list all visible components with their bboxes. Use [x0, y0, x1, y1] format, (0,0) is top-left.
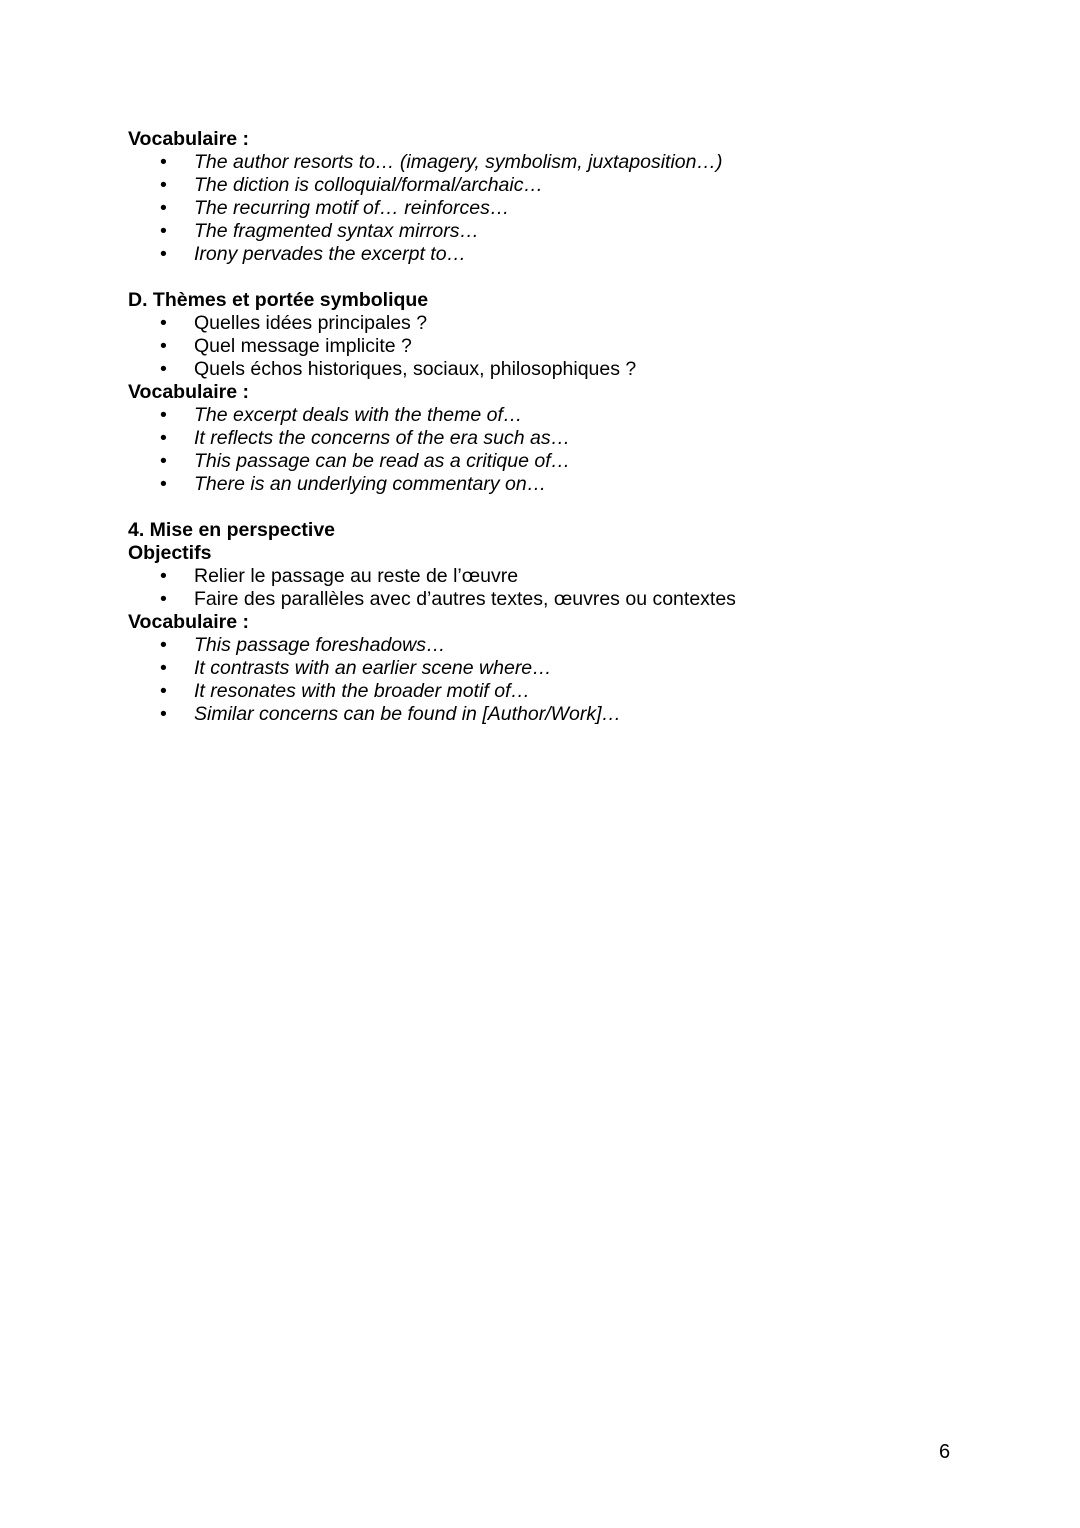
objectives-list [128, 565, 988, 611]
list-item: • This passage can be read as a critique of… [128, 450, 988, 473]
vocab-heading: Vocabulaire : [128, 381, 250, 403]
list-item: • It contrasts with an earlier scene where… [128, 657, 988, 680]
spacer [128, 266, 988, 289]
list-item: • This passage foreshadows… [128, 634, 988, 657]
vocab-list [128, 634, 988, 726]
section-heading: 4. Mise en perspective [128, 519, 336, 541]
list-item: • Faire des parallèles avec d’autres textes, œuvres ou contextes [128, 588, 988, 611]
vocab-list [128, 151, 988, 266]
list-item: • The fragmented syntax mirrors… [128, 220, 988, 243]
list-item: • The excerpt deals with the theme of… [128, 404, 988, 427]
document-body [128, 128, 988, 726]
question-list [128, 312, 988, 381]
list-item: • It resonates with the broader motif of… [128, 680, 988, 703]
list-item: • The recurring motif of… reinforces… [128, 197, 988, 220]
list-item: • There is an underlying commentary on… [128, 473, 988, 496]
vocab-heading: Vocabulaire : [128, 128, 250, 150]
list-item: • Quelles idées principales ? [128, 312, 988, 335]
list-item: • It reflects the concerns of the era such as… [128, 427, 988, 450]
list-item: • The diction is colloquial/formal/archaic… [128, 174, 988, 197]
list-item: • Irony pervades the excerpt to… [128, 243, 988, 266]
list-item: • The author resorts to… (imagery, symbolism, juxtaposition…) [128, 151, 988, 174]
list-item: • Quels échos historiques, sociaux, philosophiques ? [128, 358, 988, 381]
list-item: • Similar concerns can be found in [Author/Work]… [128, 703, 988, 726]
list-item: • Quel message implicite ? [128, 335, 988, 358]
vocab-list [128, 404, 988, 496]
spacer [128, 496, 988, 519]
objectives-heading: Objectifs [128, 542, 212, 564]
list-item: • Relier le passage au reste de l’œuvre [128, 565, 988, 588]
section-heading: D. Thèmes et portée symbolique [128, 289, 429, 311]
page-number: 6 [939, 1441, 951, 1463]
vocab-heading: Vocabulaire : [128, 611, 250, 633]
